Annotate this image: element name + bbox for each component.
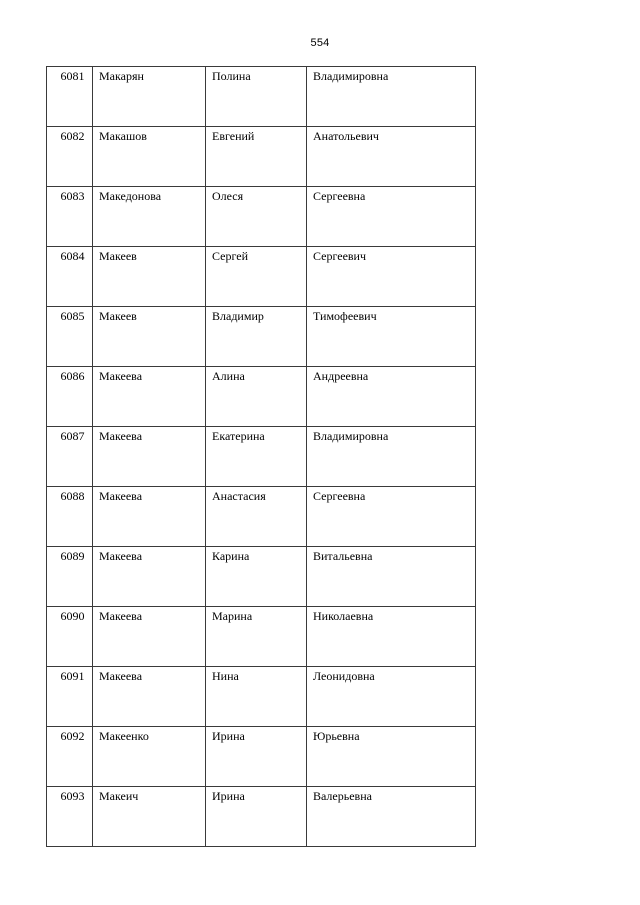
row-number-cell <box>47 487 93 547</box>
table-row <box>47 127 476 187</box>
patronymic-cell-text: Витальевна <box>313 549 373 563</box>
surname-cell <box>93 367 206 427</box>
patronymic-cell <box>307 367 476 427</box>
first-name-cell-text: Полина <box>212 69 251 83</box>
first-name-cell-text: Карина <box>212 549 250 563</box>
table-row <box>47 547 476 607</box>
row-number-cell-text: 6091 <box>60 669 85 683</box>
patronymic-cell <box>307 667 476 727</box>
registry-table-body <box>47 67 476 847</box>
first-name-cell-text: Евгений <box>212 129 255 143</box>
table-row <box>47 607 476 667</box>
surname-cell-text: Макеева <box>99 369 143 383</box>
surname-cell-text: Макеич <box>99 789 139 803</box>
surname-cell <box>93 487 206 547</box>
page-number: 554 <box>310 37 330 49</box>
patronymic-cell-text: Николаевна <box>313 609 374 623</box>
surname-cell <box>93 727 206 787</box>
patronymic-cell-text: Андреевна <box>313 369 369 383</box>
row-number-cell <box>47 427 93 487</box>
first-name-cell-text: Ирина <box>212 789 245 803</box>
row-number-cell-text: 6092 <box>60 729 85 743</box>
row-number-cell-text: 6083 <box>60 189 85 203</box>
first-name-cell <box>206 787 307 847</box>
surname-cell <box>93 607 206 667</box>
table-row <box>47 667 476 727</box>
row-number-cell <box>47 607 93 667</box>
patronymic-cell <box>307 67 476 127</box>
surname-cell-text: Макеенко <box>99 729 149 743</box>
first-name-cell-text: Нина <box>212 669 239 683</box>
surname-cell-text: Макеева <box>99 669 143 683</box>
patronymic-cell <box>307 487 476 547</box>
first-name-cell <box>206 67 307 127</box>
table-row <box>47 67 476 127</box>
surname-cell-text: Макеева <box>99 609 143 623</box>
surname-cell-text: Макеева <box>99 489 143 503</box>
patronymic-cell <box>307 247 476 307</box>
surname-cell <box>93 547 206 607</box>
surname-cell-text: Макеева <box>99 549 143 563</box>
surname-cell <box>93 127 206 187</box>
surname-cell-text: Макеева <box>99 429 143 443</box>
patronymic-cell-text: Сергеевна <box>313 489 366 503</box>
first-name-cell <box>206 547 307 607</box>
row-number-cell <box>47 787 93 847</box>
patronymic-cell-text: Сергеевич <box>313 249 367 263</box>
row-number-cell-text: 6090 <box>60 609 85 623</box>
surname-cell <box>93 667 206 727</box>
first-name-cell <box>206 607 307 667</box>
patronymic-cell-text: Валерьевна <box>313 789 372 803</box>
row-number-cell-text: 6082 <box>60 129 85 143</box>
table-row <box>47 307 476 367</box>
first-name-cell-text: Олеся <box>212 189 244 203</box>
surname-cell <box>93 787 206 847</box>
table-row <box>47 427 476 487</box>
first-name-cell <box>206 367 307 427</box>
table-row <box>47 487 476 547</box>
patronymic-cell <box>307 427 476 487</box>
patronymic-cell <box>307 307 476 367</box>
row-number-cell <box>47 127 93 187</box>
patronymic-cell-text: Леонидовна <box>313 669 375 683</box>
patronymic-cell <box>307 607 476 667</box>
row-number-cell <box>47 727 93 787</box>
first-name-cell-text: Ирина <box>212 729 245 743</box>
row-number-cell <box>47 67 93 127</box>
row-number-cell-text: 6088 <box>60 489 85 503</box>
first-name-cell <box>206 247 307 307</box>
table-row <box>47 247 476 307</box>
row-number-cell <box>47 247 93 307</box>
row-number-cell <box>47 667 93 727</box>
patronymic-cell-text: Сергеевна <box>313 189 366 203</box>
first-name-cell-text: Марина <box>212 609 253 623</box>
row-number-cell <box>47 367 93 427</box>
patronymic-cell-text: Юрьевна <box>313 729 360 743</box>
row-number-cell-text: 6081 <box>60 69 85 83</box>
first-name-cell <box>206 127 307 187</box>
surname-cell <box>93 67 206 127</box>
first-name-cell-text: Сергей <box>212 249 248 263</box>
row-number-cell-text: 6087 <box>60 429 85 443</box>
row-number-cell-text: 6086 <box>60 369 85 383</box>
table-row <box>47 787 476 847</box>
first-name-cell <box>206 487 307 547</box>
first-name-cell-text: Алина <box>212 369 245 383</box>
table-row <box>47 187 476 247</box>
row-number-cell <box>47 307 93 367</box>
patronymic-cell <box>307 787 476 847</box>
first-name-cell <box>206 727 307 787</box>
surname-cell-text: Макеев <box>99 309 137 323</box>
patronymic-cell-text: Тимофеевич <box>313 309 377 323</box>
registry-table <box>46 66 476 847</box>
surname-cell-text: Макарян <box>99 69 144 83</box>
surname-cell-text: Македонова <box>99 189 162 203</box>
surname-cell <box>93 427 206 487</box>
row-number-cell-text: 6089 <box>60 549 85 563</box>
first-name-cell-text: Владимир <box>212 309 264 323</box>
first-name-cell <box>206 427 307 487</box>
table-row <box>47 727 476 787</box>
surname-cell <box>93 247 206 307</box>
row-number-cell-text: 6084 <box>60 249 85 263</box>
table-row <box>47 367 476 427</box>
patronymic-cell <box>307 187 476 247</box>
surname-cell-text: Макеев <box>99 249 137 263</box>
surname-cell <box>93 307 206 367</box>
surname-cell <box>93 187 206 247</box>
first-name-cell-text: Анастасия <box>212 489 266 503</box>
row-number-cell-text: 6085 <box>60 309 85 323</box>
patronymic-cell-text: Анатольевич <box>313 129 379 143</box>
first-name-cell-text: Екатерина <box>212 429 265 443</box>
patronymic-cell <box>307 127 476 187</box>
patronymic-cell-text: Владимировна <box>313 69 389 83</box>
first-name-cell <box>206 307 307 367</box>
patronymic-cell <box>307 727 476 787</box>
patronymic-cell <box>307 547 476 607</box>
surname-cell-text: Макашов <box>99 129 147 143</box>
first-name-cell <box>206 187 307 247</box>
patronymic-cell-text: Владимировна <box>313 429 389 443</box>
row-number-cell <box>47 547 93 607</box>
row-number-cell-text: 6093 <box>60 789 85 803</box>
row-number-cell <box>47 187 93 247</box>
first-name-cell <box>206 667 307 727</box>
